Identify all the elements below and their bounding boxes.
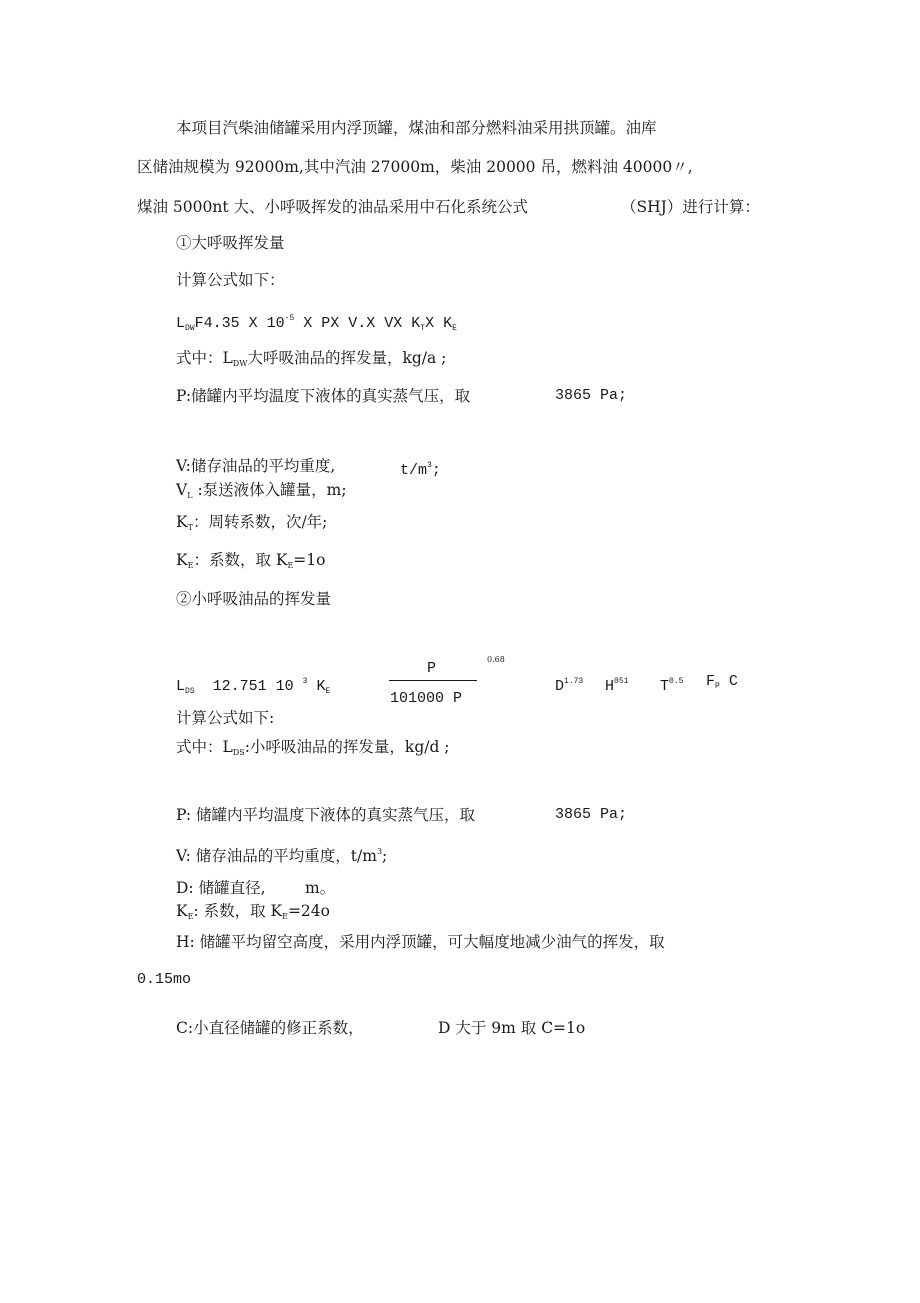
section1-p-def: P:储罐内平均温度下液体的真实蒸气压，取 [176,387,471,405]
section1-formula-intro: 计算公式如下： [176,271,285,289]
para1-line1: 本项目汽柴油储罐采用内浮顶罐，煤油和部分燃料油采用拱顶罐。油库 [176,119,657,137]
section2-formula-intro: 计算公式如下: [176,709,275,727]
section2-p-value: 3865 Pa; [555,806,628,823]
section2-d-unit: m。 [305,879,336,897]
section1-p-value: 3865 Pa; [555,387,628,404]
section1-ke-def: $K_E$：系数，取 $K_E=1o$ [176,551,326,570]
section2-c-def: C:小直径储罐的修正系数， [176,1019,364,1037]
formula-term-fp: $F_P$ C [706,673,738,691]
section1-vl-def: $V_L$ :泵送液体入罐量，m; [176,481,347,500]
formula-power: 0.68 [487,655,505,664]
formula-denominator: 101000 P [390,690,463,707]
section2-p-def: P: 储罐内平均温度下液体的真实蒸气压，取 [176,806,476,824]
section1-formula: $L_{DW}F4.35$ X $10^{-5}$ X PX V.X VX $K_TX$ $K_E$ [176,314,457,333]
section2-h-def-line1: H: 储罐平均留空高度，采用内浮顶罐，可大幅度地减少油气的挥发，取 [176,933,665,951]
formula-term-h: $H^{051}$ [605,677,629,695]
section2-heading: ②小呼吸油品的挥发量 [176,590,332,608]
section2-c-value: D 大于 9m 取 C=1o [438,1019,586,1037]
section2-ke-def: $K_E$: 系数，取 $K_E=24o$ [176,902,330,921]
section1-kt-def: $K_T$：周转系数，次/年; [176,513,328,532]
section2-formula-left: $L_{DS}$ 12.751 10 $^3$ $K_E$ [176,677,331,696]
para1-line3b: （SHJ）进行计算： [621,198,760,216]
formula-numerator: P [427,660,437,677]
section2-d-def: D: 储罐直径, [176,879,266,897]
section2-h-def-line2: 0.15mo [137,971,192,988]
section2-v-def: V: 储存油品的平均重度，$t/m^3$; [176,847,388,865]
section1-heading: ①大呼吸挥发量 [176,234,285,252]
formula-term-t: $T^{0.5}$ [660,677,684,695]
section1-where: 式中：$L_{DW}$大呼吸油品的挥发量，kg/a ; [176,349,447,368]
section1-v-unit: $t/m^3$; [400,461,441,479]
section2-where: 式中：$L_{DS}$:小呼吸油品的挥发量，kg/d ; [176,738,450,757]
fraction-bar [389,680,477,681]
para1-line3a: 煤油 5000nt 大、小呼吸挥发的油品采用中石化系统公式 [137,198,529,216]
para1-line2: 区储油规模为 92000m,其中汽油 27000m，柴油 20000 吊，燃料油 40000〃, [137,158,693,176]
formula-term-d: $D^{1.73}$ [555,677,584,695]
section1-v-def: V:储存油品的平均重度, [176,457,336,475]
